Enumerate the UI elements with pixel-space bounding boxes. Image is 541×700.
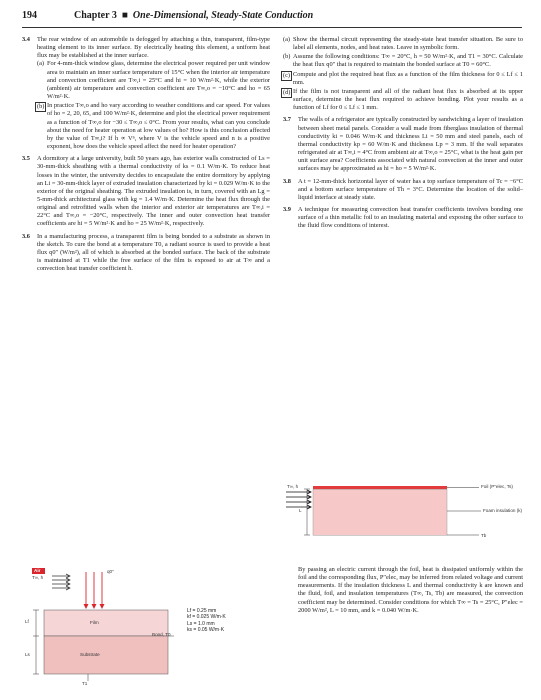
- problem-text: The walls of a refrigerator are typically constructed by sandwiching a layer of insulation between sheet metal panels. Consider a wall made from fiberglass insulation of thermal conductivity ki = 0.046 W/m·K and thickness Li = 50 mm and steel panels, each of thermal conductivity kp = 60 W/m·K and thickness Lp = 3 mm. If the wall separates refrigerated air at T∞,i = 4°C from ambient air at T∞,o = 25°C, what is the heat gain per unit surface area? Coefficients associated with natural convection at the inner and outer surfaces may be approximated as hi = ho = 5 W/m²·K.: [298, 116, 523, 173]
- substrate-thickness-label: Ls: [25, 652, 30, 657]
- foil-figure-graphic: [283, 484, 533, 562]
- insulation-label: Foam insulation (k): [483, 508, 523, 513]
- problem-3-9: [283, 206, 523, 230]
- problem-text: In a manufacturing process, a transparent film is being bonded to a substrate as shown in the sketch. To cure the bond at a temperature T0, a radiant source is used to provide a heat flux q0″ (W/m²), all of which is absorbed at the bonded surface. The back of the substrate is maintained at T1 while the free surface of the film is exposed to air at T∞ and a convection heat transfer coefficient h.: [37, 232, 270, 273]
- header-rule: [22, 27, 522, 28]
- problem-text: The rear window of an automobile is defogged by attaching a thin, transparent, film-type heating element to its inner surface. By electrically heating this element, a uniform heat flux may be established at the inner surface.: [37, 36, 270, 60]
- problem-number: 3.8: [283, 177, 291, 185]
- part-text: Compute and plot the required heat flux as a function of the film thickness for 0 ≤ Lf ≤ 1 mm.: [293, 70, 523, 86]
- substrate-label: Substrate: [80, 652, 100, 657]
- foil-insulation-figure: [283, 484, 533, 562]
- property-line: kf = 0.025 W/m·K: [187, 614, 226, 621]
- part-label-boxed: (b): [35, 102, 46, 112]
- problem-3-6: [22, 233, 270, 274]
- problem-3-9-continued: [283, 566, 523, 615]
- heat-flux-label: q0″: [107, 569, 114, 574]
- right-column-continued: [283, 566, 523, 619]
- problem-text: A technique for measuring convection heat transfer coefficients involves bonding one surface of a thin metallic foil to an insulating material and exposing the other surface to the fluid flow conditions of interest.: [298, 205, 523, 230]
- film-figure-graphic: [22, 566, 267, 696]
- chapter-label: Chapter 3: [74, 10, 117, 21]
- problem-number: 3.4: [22, 36, 30, 43]
- property-line: Lf = 0.25 mm: [187, 608, 217, 614]
- problem-part: [283, 71, 523, 87]
- chapter-bullet: ■: [121, 10, 128, 21]
- problem-3-7: [283, 116, 523, 173]
- air-conditions-label: T∞, h: [32, 575, 44, 580]
- page-header: [22, 10, 522, 24]
- part-text: For 4-mm-thick window glass, determine the electrical power required per unit window area to maintain an inner surface temperature of 15°C when the interior air temperature and convection coefficient are T∞,i = 25°C and hi = 10 W/m²·K, while the exterior (ambient) air temperature and convection coefficient are T∞,o = −10°C and ho = 65 W/m²·K.: [47, 60, 270, 101]
- film-label: Film: [90, 620, 99, 625]
- back-temperature-label: T1: [82, 681, 88, 686]
- right-column: [283, 36, 523, 234]
- part-label-boxed: (d): [281, 88, 292, 98]
- bond-label: Bond, T0: [152, 632, 171, 637]
- part-text: Show the thermal circuit representing the steady-state heat transfer situation. Be sure to label all elements, nodes, and heat rates. Leave in symbolic form.: [293, 36, 523, 52]
- base-temperature-label: Tb: [481, 533, 487, 538]
- insulation-thickness-label: L: [299, 508, 302, 513]
- problem-number: 3.6: [22, 232, 30, 240]
- problem-number: 3.7: [283, 116, 291, 124]
- problem-number: 3.9: [283, 205, 291, 213]
- film-bonding-figure: [22, 566, 267, 696]
- part-text: If the film is not transparent and all of the radiant heat flux is absorbed at its upper surface, determine the heat flux required to achieve bonding. Plot your results as a function of Lf for 0 ≤ Lf ≤ 1 mm.: [293, 87, 523, 112]
- problem-text: A dormitory at a large university, built 50 years ago, has exterior walls constructed of Ls = 30-mm-thick sheathing with a thermal conductivity of ks = 0.1 W/m·K. To reduce heat losses in the winter, the university decides to encapsulate the entire dormitory by applying an Li = 30-mm-thick layer of extruded insulation characterized by ki = 0.029 W/m·K to the exterior of the original sheathing. The extruded insulation is, in turn, covered with an Lg = 5-mm-thick architectural glass with kg = 1.4 W/m·K. Determine the heat flux through the original and retrofitted walls when the interior and exterior air temperatures are T∞,i = 22°C and T∞,o = −20°C, respectively. The inner and outer convection heat transfer coefficients are hi = 5 W/m²·K and ho = 25 W/m²·K, respectively.: [37, 155, 270, 228]
- chapter-title: One-Dimensional, Steady-State Conduction: [132, 10, 314, 21]
- problem-text: A t = 12-mm-thick horizontal layer of water has a top surface temperature of Tc = −6°C and a bottom surface temperature of Th = 3°C. Determine the location of the solid–liquid interface at steady state.: [298, 177, 523, 201]
- part-label: (a): [37, 60, 45, 68]
- film-properties: [187, 608, 226, 633]
- air-label: Air: [34, 568, 41, 573]
- problem-part: [37, 102, 270, 151]
- problem-text: By passing an electric current through the foil, heat is dissipated uniformly within the foil and the corresponding flux, P″elec, may be inferred from related voltage and current measurements. If the insulation thickness L and thermal conductivity k are known and the fluid, foil, and insulation temperatures (T∞, Ts, Tb) are measured, the convection coefficient may be determined. Consider conditions for which T∞ = Ts = 25°C, P″elec = 2000 W/m², L = 10 mm, and k = 0.040 W/m·K.: [298, 566, 523, 614]
- problem-part: [37, 60, 270, 101]
- property-line: Ls = 1.0 mm: [187, 620, 215, 627]
- problem-3-5: [22, 155, 270, 228]
- problem-3-4: [22, 36, 270, 151]
- problem-part: [283, 88, 523, 112]
- part-text: Assume the following conditions: T∞ = 20°C, h = 50 W/m²·K, and T1 = 30°C. Calculate the heat flux q0″ that is required to maintain the bonded surface at T0 = 60°C.: [293, 53, 523, 69]
- part-label-boxed: (c): [281, 71, 292, 81]
- part-label: (a): [283, 36, 291, 43]
- page-number: 194: [22, 10, 37, 21]
- problem-number: 3.5: [22, 155, 30, 163]
- foil-label: Foil (P″elec, Ts): [481, 484, 513, 489]
- problem-part: [283, 53, 523, 69]
- chapter-heading: [74, 10, 313, 21]
- property-line: ks = 0.05 W/m·K: [187, 626, 225, 633]
- problem-part: [283, 36, 523, 52]
- fluid-conditions-label: T∞, h: [287, 484, 299, 489]
- problem-3-8: [283, 178, 523, 202]
- film-thickness-label: Lf: [25, 619, 29, 624]
- part-label: (b): [283, 53, 291, 61]
- part-text: In practice T∞,o and ho vary according to weather conditions and car speed. For values of ho = 2, 20, 65, and 100 W/m²·K, determine and plot the electrical power requirement as a function of T∞,o for −30 ≤ T∞,o ≤ 0°C. From your results, what can you conclude about the need for heater operation at low values of ho? How is this conclusion affected by the value of T∞,i? If h ∝ Vⁿ, where V is the vehicle speed and n is a positive exponent, how does the vehicle speed affect the need for heater operation?: [47, 102, 270, 151]
- left-column: [22, 36, 270, 277]
